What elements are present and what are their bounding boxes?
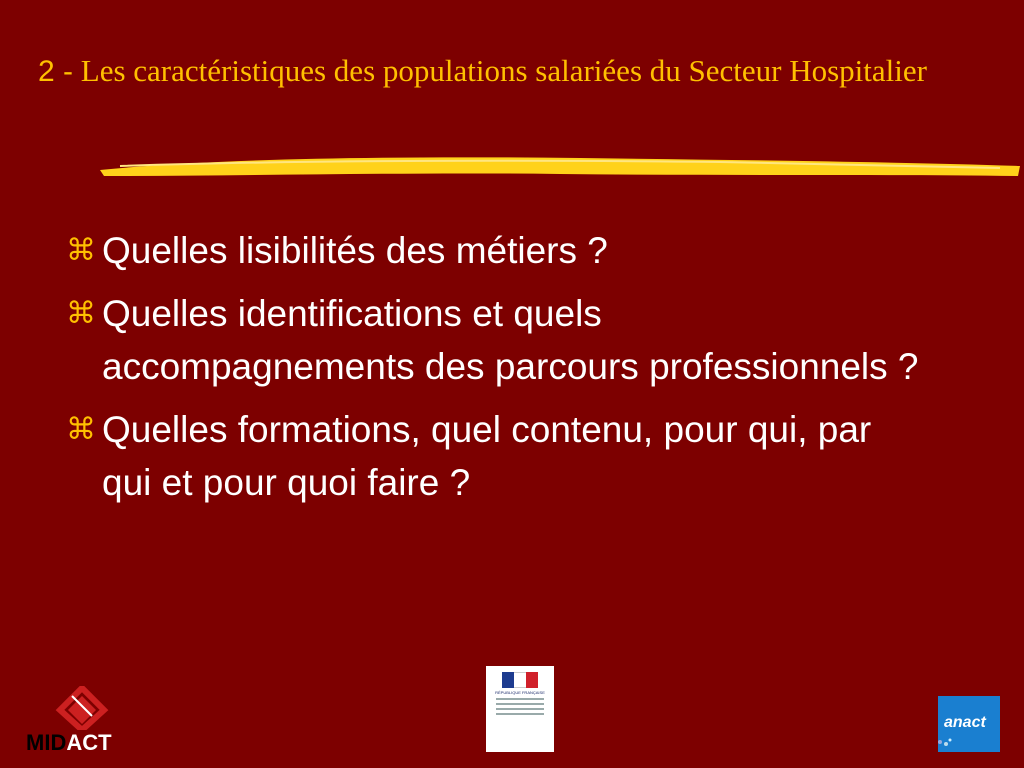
bullet-item [66,403,966,509]
bullet-item [66,224,966,277]
command-bullet-icon: ⌘ [66,296,96,331]
bullet-item [66,287,966,393]
command-bullet-icon: ⌘ [66,412,96,447]
anact-text: anact [944,714,986,731]
bullet-list [66,224,966,519]
midact-text-mid: MID [26,730,67,755]
command-bullet-icon: ⌘ [66,233,96,268]
bullet-text: Quelles identifications et quels accompagnements des parcours professionnels ? [102,293,919,387]
midact-emblem-icon [52,686,112,730]
rf-caption: RÉPUBLIQUE FRANÇAISE [495,690,545,695]
republique-francaise-logo [486,666,554,752]
slide-title [38,52,938,90]
title-text: Les caractéristiques des populations salariées du Secteur Hospitalier [80,53,927,88]
bullet-text: Quelles lisibilités des métiers ? [102,230,608,271]
anact-logo [934,696,1000,752]
midact-logo [26,686,136,764]
bullet-text: Quelles formations, quel contenu, pour qui, par qui et pour quoi faire ? [102,409,872,503]
title-divider-brushstroke [100,152,1020,186]
title-number: 2 - [38,55,74,88]
midact-text-act: ACT [66,730,112,755]
french-flag-icon [502,672,538,688]
